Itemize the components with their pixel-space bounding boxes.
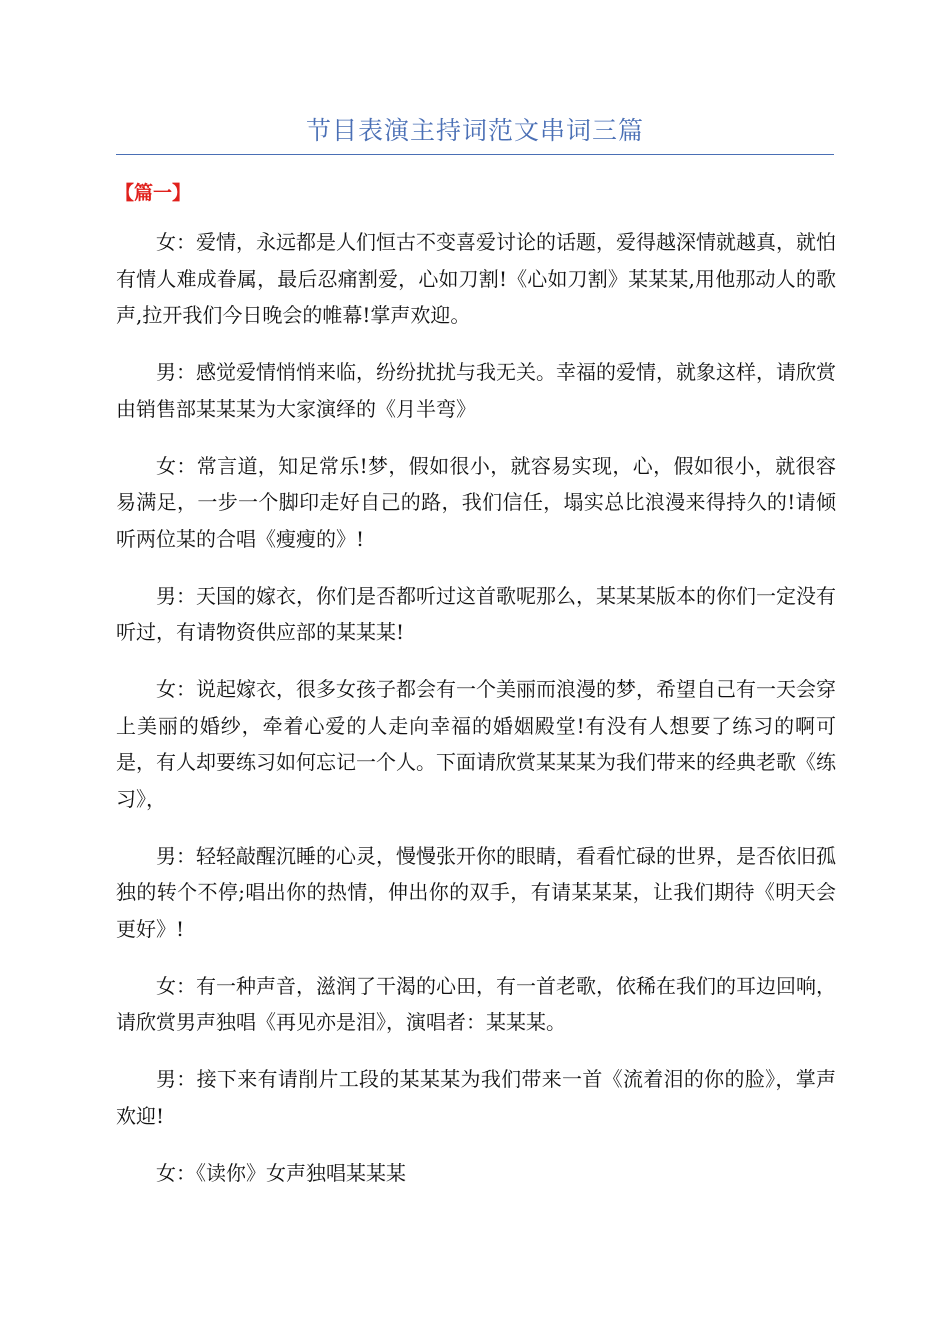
paragraph: 女：《读你》女声独唱某某某 — [156, 1160, 406, 1185]
paragraph: 男：天国的嫁衣，你们是否都听过这首歌呢那么，某某某版本的你们一定没有听过，有请物资供应部的某某某! — [116, 583, 836, 644]
paragraph: 男：轻轻敲醒沉睡的心灵，慢慢张开你的眼睛，看看忙碌的世界，是否依旧孤独的转个不停;唱出你的热情，伸出你的双手，有请某某某，让我们期待《明天会更好》! — [116, 843, 836, 941]
paragraph: 男：感觉爱情悄悄来临，纷纷扰扰与我无关。幸福的爱情，就象这样，请欣赏由销售部某某某为大家演绎的《月半弯》 — [116, 360, 836, 421]
section-label: 【篇一】 — [115, 182, 192, 204]
title-underline — [116, 154, 834, 155]
paragraph: 女：常言道，知足常乐!梦，假如很小，就容易实现，心，假如很小，就很容易满足，一步一个脚印走好自己的路，我们信任，塌实总比浪漫来得持久的!请倾听两位某的合唱《瘦瘦的》! — [116, 453, 836, 551]
paragraph: 男：接下来有请削片工段的某某某为我们带来一首《流着泪的你的脸》，掌声欢迎! — [116, 1067, 836, 1128]
paragraph: 女：爱情，永远都是人们恒古不变喜爱讨论的话题，爱得越深情就越真，就怕有情人难成眷属，最后忍痛割爱，心如刀割!《心如刀割》某某某,用他那动人的歌声,拉开我们今日晚会的帷幕!掌声欢迎。 — [116, 230, 836, 327]
paragraph: 女：说起嫁衣，很多女孩子都会有一个美丽而浪漫的梦，希望自己有一天会穿上美丽的婚纱，牵着心爱的人走向幸福的婚姻殿堂!有没有人想要了练习的啊可是，有人却要练习如何忘记一个人。下面请欣赏某某某为我们带来的经典老歌《练习》， — [116, 677, 836, 811]
document-body — [116, 224, 836, 1212]
document-title: 节目表演主持词范文串词三篇 — [305, 116, 644, 145]
paragraph: 女：有一种声音，滋润了干渴的心田，有一首老歌，依稀在我们的耳边回响，请欣赏男声独唱《再见亦是泪》，演唱者：某某某。 — [116, 973, 836, 1034]
